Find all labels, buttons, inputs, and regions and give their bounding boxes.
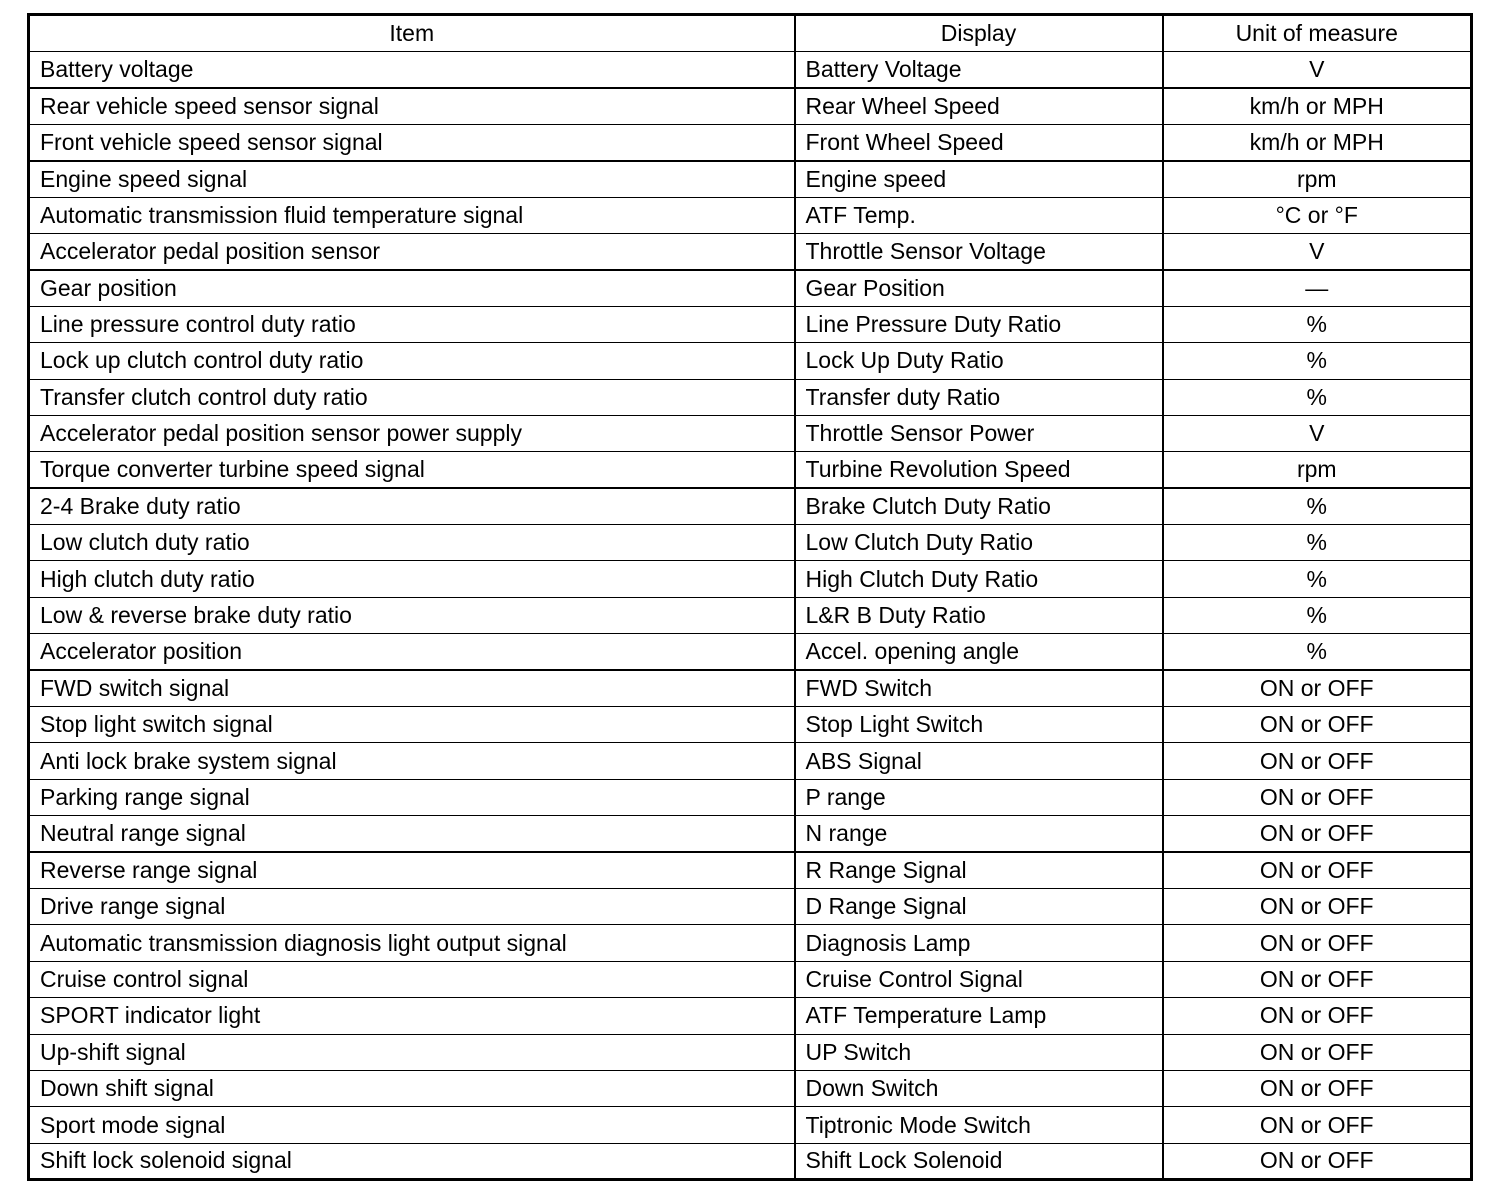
unit-cell: V bbox=[1163, 233, 1472, 269]
unit-cell: ON or OFF bbox=[1163, 1143, 1472, 1179]
display-cell: ABS Signal bbox=[795, 743, 1163, 779]
table-row bbox=[29, 961, 1472, 997]
display-cell: N range bbox=[795, 816, 1163, 852]
unit-cell: ON or OFF bbox=[1163, 1034, 1472, 1070]
table-row bbox=[29, 888, 1472, 924]
display-cell: P range bbox=[795, 779, 1163, 815]
item-cell: Gear position bbox=[29, 270, 795, 306]
display-cell: Diagnosis Lamp bbox=[795, 925, 1163, 961]
table-row bbox=[29, 852, 1472, 888]
unit-cell: % bbox=[1163, 379, 1472, 415]
unit-cell: ON or OFF bbox=[1163, 743, 1472, 779]
table-row bbox=[29, 561, 1472, 597]
unit-cell: V bbox=[1163, 415, 1472, 451]
item-cell: Torque converter turbine speed signal bbox=[29, 452, 795, 488]
display-cell: L&R B Duty Ratio bbox=[795, 597, 1163, 633]
item-cell: FWD switch signal bbox=[29, 670, 795, 706]
display-cell: ATF Temp. bbox=[795, 197, 1163, 233]
display-cell: Cruise Control Signal bbox=[795, 961, 1163, 997]
parameter-table bbox=[27, 13, 1473, 1181]
table-row bbox=[29, 597, 1472, 633]
table-row bbox=[29, 1034, 1472, 1070]
item-cell: Up-shift signal bbox=[29, 1034, 795, 1070]
item-cell: Cruise control signal bbox=[29, 961, 795, 997]
display-cell: Front Wheel Speed bbox=[795, 124, 1163, 160]
unit-cell: % bbox=[1163, 634, 1472, 670]
item-cell: Low & reverse brake duty ratio bbox=[29, 597, 795, 633]
table-row bbox=[29, 233, 1472, 269]
unit-cell: ON or OFF bbox=[1163, 961, 1472, 997]
table-row bbox=[29, 415, 1472, 451]
table-header bbox=[29, 15, 1472, 52]
table-row bbox=[29, 379, 1472, 415]
item-cell: Shift lock solenoid signal bbox=[29, 1143, 795, 1179]
table-row bbox=[29, 1070, 1472, 1106]
unit-cell: ON or OFF bbox=[1163, 852, 1472, 888]
unit-cell: ON or OFF bbox=[1163, 998, 1472, 1034]
unit-cell: ON or OFF bbox=[1163, 1070, 1472, 1106]
display-cell: Throttle Sensor Voltage bbox=[795, 233, 1163, 269]
table-row bbox=[29, 488, 1472, 524]
unit-cell: rpm bbox=[1163, 452, 1472, 488]
item-cell: Transfer clutch control duty ratio bbox=[29, 379, 795, 415]
display-cell: FWD Switch bbox=[795, 670, 1163, 706]
item-cell: Line pressure control duty ratio bbox=[29, 306, 795, 342]
item-cell: Low clutch duty ratio bbox=[29, 525, 795, 561]
unit-cell: % bbox=[1163, 343, 1472, 379]
header-unit: Unit of measure bbox=[1163, 15, 1472, 52]
table-row bbox=[29, 88, 1472, 124]
display-cell: ATF Temperature Lamp bbox=[795, 998, 1163, 1034]
unit-cell: % bbox=[1163, 488, 1472, 524]
display-cell: D Range Signal bbox=[795, 888, 1163, 924]
table-row bbox=[29, 452, 1472, 488]
item-cell: Rear vehicle speed sensor signal bbox=[29, 88, 795, 124]
header-display: Display bbox=[795, 15, 1163, 52]
table-row bbox=[29, 306, 1472, 342]
table-row bbox=[29, 124, 1472, 160]
item-cell: Automatic transmission fluid temperature signal bbox=[29, 197, 795, 233]
item-cell: Accelerator position bbox=[29, 634, 795, 670]
display-cell: Battery Voltage bbox=[795, 52, 1163, 88]
display-cell: Engine speed bbox=[795, 161, 1163, 197]
unit-cell: ON or OFF bbox=[1163, 670, 1472, 706]
table-row bbox=[29, 779, 1472, 815]
unit-cell: °C or °F bbox=[1163, 197, 1472, 233]
display-cell: R Range Signal bbox=[795, 852, 1163, 888]
display-cell: Accel. opening angle bbox=[795, 634, 1163, 670]
unit-cell: % bbox=[1163, 306, 1472, 342]
table-row bbox=[29, 634, 1472, 670]
table-row bbox=[29, 743, 1472, 779]
item-cell: Anti lock brake system signal bbox=[29, 743, 795, 779]
unit-cell: V bbox=[1163, 52, 1472, 88]
table-row bbox=[29, 52, 1472, 88]
table-body bbox=[29, 52, 1472, 1180]
unit-cell: km/h or MPH bbox=[1163, 124, 1472, 160]
unit-cell: — bbox=[1163, 270, 1472, 306]
unit-cell: km/h or MPH bbox=[1163, 88, 1472, 124]
unit-cell: % bbox=[1163, 525, 1472, 561]
item-cell: Sport mode signal bbox=[29, 1107, 795, 1143]
parameter-table-container bbox=[27, 13, 1470, 1181]
header-row bbox=[29, 15, 1472, 52]
display-cell: Gear Position bbox=[795, 270, 1163, 306]
unit-cell: ON or OFF bbox=[1163, 816, 1472, 852]
unit-cell: ON or OFF bbox=[1163, 925, 1472, 961]
item-cell: Down shift signal bbox=[29, 1070, 795, 1106]
unit-cell: % bbox=[1163, 561, 1472, 597]
header-item: Item bbox=[29, 15, 795, 52]
unit-cell: ON or OFF bbox=[1163, 888, 1472, 924]
unit-cell: ON or OFF bbox=[1163, 779, 1472, 815]
table-row bbox=[29, 197, 1472, 233]
item-cell: 2-4 Brake duty ratio bbox=[29, 488, 795, 524]
item-cell: Accelerator pedal position sensor power supply bbox=[29, 415, 795, 451]
display-cell: Lock Up Duty Ratio bbox=[795, 343, 1163, 379]
item-cell: Neutral range signal bbox=[29, 816, 795, 852]
display-cell: UP Switch bbox=[795, 1034, 1163, 1070]
item-cell: High clutch duty ratio bbox=[29, 561, 795, 597]
table-row bbox=[29, 525, 1472, 561]
display-cell: Stop Light Switch bbox=[795, 707, 1163, 743]
table-row bbox=[29, 925, 1472, 961]
display-cell: Rear Wheel Speed bbox=[795, 88, 1163, 124]
display-cell: Throttle Sensor Power bbox=[795, 415, 1163, 451]
display-cell: Brake Clutch Duty Ratio bbox=[795, 488, 1163, 524]
table-row bbox=[29, 161, 1472, 197]
item-cell: Stop light switch signal bbox=[29, 707, 795, 743]
item-cell: Battery voltage bbox=[29, 52, 795, 88]
item-cell: Accelerator pedal position sensor bbox=[29, 233, 795, 269]
display-cell: Tiptronic Mode Switch bbox=[795, 1107, 1163, 1143]
unit-cell: ON or OFF bbox=[1163, 1107, 1472, 1143]
unit-cell: rpm bbox=[1163, 161, 1472, 197]
display-cell: Turbine Revolution Speed bbox=[795, 452, 1163, 488]
display-cell: Shift Lock Solenoid bbox=[795, 1143, 1163, 1179]
display-cell: Down Switch bbox=[795, 1070, 1163, 1106]
item-cell: Parking range signal bbox=[29, 779, 795, 815]
item-cell: Drive range signal bbox=[29, 888, 795, 924]
table-row bbox=[29, 1143, 1472, 1179]
display-cell: High Clutch Duty Ratio bbox=[795, 561, 1163, 597]
table-row bbox=[29, 343, 1472, 379]
item-cell: Reverse range signal bbox=[29, 852, 795, 888]
item-cell: Engine speed signal bbox=[29, 161, 795, 197]
item-cell: Front vehicle speed sensor signal bbox=[29, 124, 795, 160]
item-cell: SPORT indicator light bbox=[29, 998, 795, 1034]
table-row bbox=[29, 998, 1472, 1034]
item-cell: Lock up clutch control duty ratio bbox=[29, 343, 795, 379]
display-cell: Low Clutch Duty Ratio bbox=[795, 525, 1163, 561]
item-cell: Automatic transmission diagnosis light output signal bbox=[29, 925, 795, 961]
display-cell: Line Pressure Duty Ratio bbox=[795, 306, 1163, 342]
unit-cell: ON or OFF bbox=[1163, 707, 1472, 743]
table-row bbox=[29, 816, 1472, 852]
table-row bbox=[29, 707, 1472, 743]
table-row bbox=[29, 1107, 1472, 1143]
table-row bbox=[29, 270, 1472, 306]
display-cell: Transfer duty Ratio bbox=[795, 379, 1163, 415]
table-row bbox=[29, 670, 1472, 706]
unit-cell: % bbox=[1163, 597, 1472, 633]
